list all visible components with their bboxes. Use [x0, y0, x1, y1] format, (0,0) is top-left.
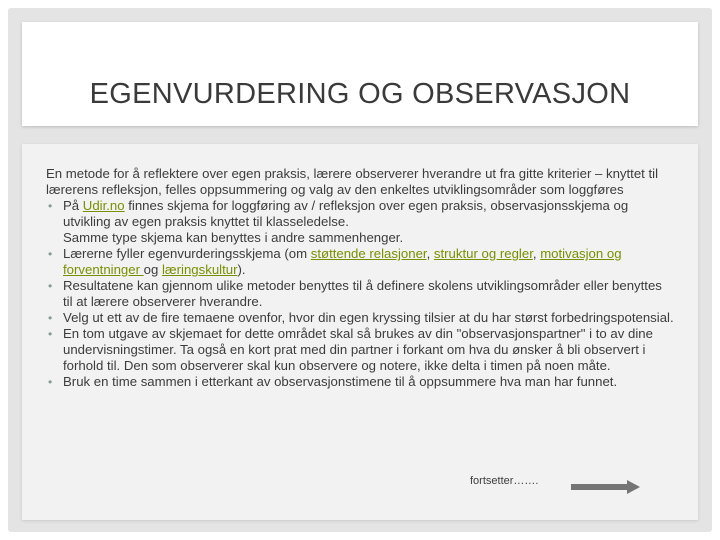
learning-culture-link[interactable]: læringskultur	[161, 262, 238, 277]
continue-label: fortsetter…….	[470, 475, 539, 487]
bullet-item-observation-partner	[46, 326, 674, 374]
bullet-icon: •	[48, 247, 53, 261]
bullet-text: På	[63, 198, 83, 213]
bullet-icon: •	[48, 327, 53, 341]
bullet-item-self-assessment	[46, 246, 674, 278]
bullet-icon: •	[48, 199, 53, 213]
bullet-text: Velg ut ett av de fire temaene ovenfor, hvor din egen kryssing tilsier at du har størst forbedringspotensial.	[63, 310, 674, 325]
slide-title: EGENVURDERING OG OBSERVASJON	[89, 78, 631, 110]
bullet-text: En tom utgave av skjemaet for dette området skal så brukes av din "observasjonspartner" i to av dine undervisningstimer. Ta også en kort prat med din partner i forkant om hva du ønsker å bli observert i forhold til. Den som observerer skal kun observere og notere, ikke delta i timen på noen måte.	[63, 326, 653, 373]
motivation-expectations-link[interactable]: motivasjon og forventninger	[63, 246, 622, 277]
bullet-icon: •	[48, 311, 53, 325]
supportive-relations-link[interactable]: støttende relasjoner	[310, 246, 427, 261]
udir-link[interactable]: Udir.no	[82, 198, 125, 213]
bullet-item-choose-theme	[46, 310, 674, 326]
intro-text: En metode for å reflektere over egen praksis, lærere observerer hverandre ut fra gitte kriterier – knyttet til lærerens refleksjon, felles oppsummering og valg av den enkeltes utviklingsområder som loggføres	[46, 166, 659, 197]
title-panel	[22, 22, 698, 126]
separator-text: og	[143, 262, 162, 277]
bullet-text: finnes skjema for loggføring av / refleksjon over egen praksis, observasjonsskjema og utvikling av egen praksis knyttet til klasseledelse.	[63, 198, 629, 229]
bullet-icon: •	[48, 279, 53, 293]
bullet-item-udir	[46, 198, 674, 246]
slide-body	[46, 166, 674, 390]
separator-text: ,	[532, 246, 541, 261]
structure-rules-link[interactable]: struktur og regler	[433, 246, 533, 261]
separator-text: ,	[426, 246, 434, 261]
bullet-text: Lærerne fyller egenvurderingsskjema (om	[63, 246, 311, 261]
bullet-item-results	[46, 278, 674, 310]
content-panel	[22, 144, 698, 520]
bullet-list	[46, 198, 674, 390]
right-arrow-icon[interactable]	[570, 479, 642, 495]
bullet-text: Resultatene kan gjennom ulike metoder benyttes til å definere skolens utviklingsområder eller benyttes til at lærere observerer hverandre.	[63, 278, 662, 309]
bullet-text: Bruk en time sammen i etterkant av observasjonstimene til å oppsummere hva man har funnet.	[63, 374, 618, 389]
bullet-icon: •	[48, 375, 53, 389]
bullet-subtext: Samme type skjema kan benyttes i andre sammenhenger.	[63, 230, 404, 245]
bullet-item-summary	[46, 374, 674, 390]
bullet-text: ).	[237, 262, 246, 277]
